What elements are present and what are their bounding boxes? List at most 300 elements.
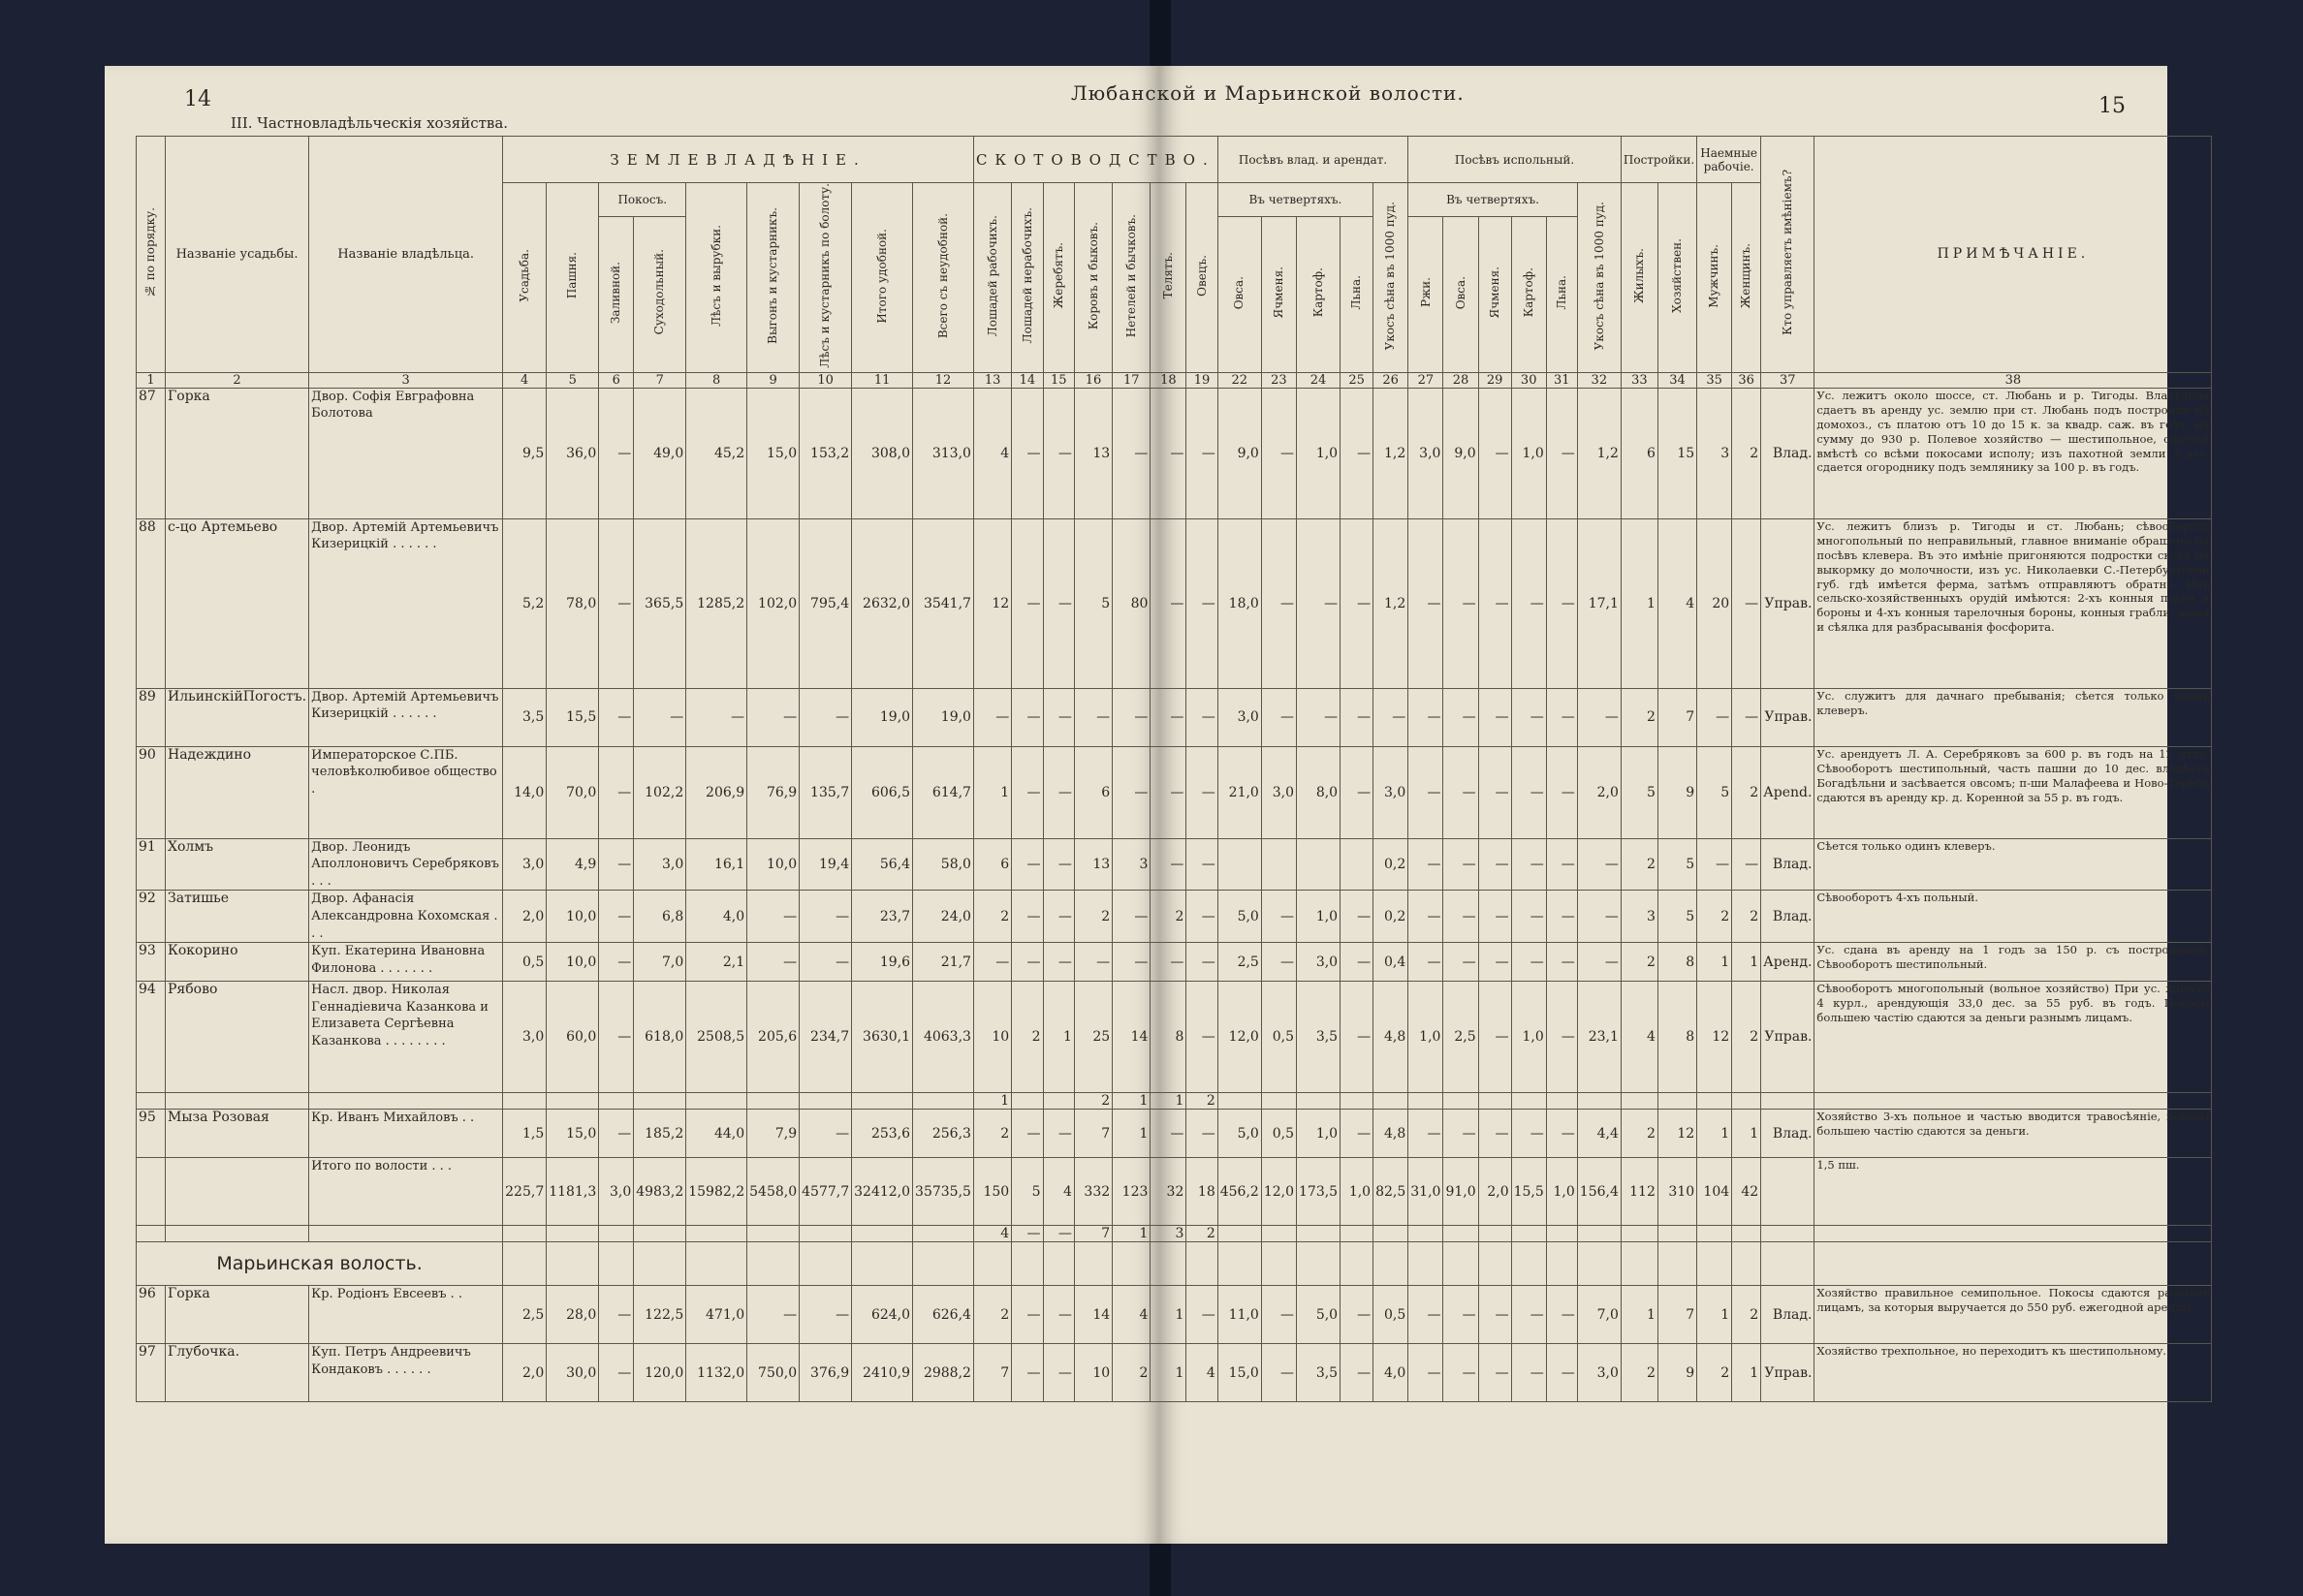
column-number: 22 — [1217, 372, 1261, 388]
cell-value: — — [1012, 388, 1043, 518]
cell-value: — — [1012, 1344, 1043, 1402]
cell-value: 56,4 — [852, 838, 913, 891]
total-sub-row — [137, 1226, 2212, 1242]
cell-value: — — [599, 518, 634, 688]
blank-cell — [1761, 1242, 1814, 1286]
cell-value: 1 — [1151, 1286, 1186, 1344]
total-value: 150 — [973, 1158, 1011, 1226]
blank-cell — [1621, 1226, 1657, 1242]
cell-value: — — [634, 688, 686, 746]
cell-value: — — [1511, 688, 1546, 746]
cell-value: — — [1043, 891, 1074, 943]
row-number: 90 — [137, 746, 166, 838]
cell-value: 4063,3 — [913, 982, 974, 1093]
total-value: 4983,2 — [634, 1158, 686, 1226]
column-number: 4 — [503, 372, 547, 388]
cell-value: — — [1261, 688, 1296, 746]
cell-value: — — [1546, 388, 1577, 518]
total-value: 2,0 — [1478, 1158, 1511, 1226]
cell-value: — — [1443, 746, 1478, 838]
cell-value: 308,0 — [852, 388, 913, 518]
cell-value: 80 — [1113, 518, 1151, 688]
cell-value: 2 — [1697, 891, 1732, 943]
col-4: Усадьба. — [503, 183, 547, 373]
owner-name: Двор. Леонидъ Аполлоновичъ Серебряковъ . . . — [309, 838, 503, 891]
cell-value: — — [1113, 746, 1151, 838]
cell-value: 1,2 — [1373, 388, 1408, 518]
cell-value: — — [1577, 688, 1621, 746]
cell-value: — — [1443, 838, 1478, 891]
blank-cell — [1697, 1242, 1732, 1286]
cell-value: 2,5 — [1217, 943, 1261, 982]
cell-value: 15 — [1657, 388, 1696, 518]
blank-cell — [599, 1226, 634, 1242]
cell-value: — — [1478, 688, 1511, 746]
cell-value: 2 — [1074, 891, 1112, 943]
cell-value: 1,0 — [1511, 388, 1546, 518]
cell-value: — — [1261, 1286, 1296, 1344]
column-number: 8 — [686, 372, 747, 388]
total-value: 225,7 — [503, 1158, 547, 1226]
note: Ус. сдана въ аренду на 1 годъ за 150 р. съ постройками. Сѣвооборотъ шестипольный. — [1814, 943, 2212, 982]
cell-value: — — [1297, 518, 1341, 688]
blank-cell — [1732, 1242, 1761, 1286]
cell-value: — — [1732, 518, 1761, 688]
cell-value: 0,5 — [1373, 1286, 1408, 1344]
total-value: 310 — [1657, 1158, 1696, 1226]
cell-value: 4,0 — [1373, 1344, 1408, 1402]
cell-value: 2 — [973, 1286, 1011, 1344]
cell-value: 14 — [1074, 1286, 1112, 1344]
column-number: 17 — [1113, 372, 1151, 388]
column-number: 33 — [1621, 372, 1657, 388]
cell-value: 2410,9 — [852, 1344, 913, 1402]
total-value: 35735,5 — [913, 1158, 974, 1226]
cell-value: 19,6 — [852, 943, 913, 982]
cell-value: 1 — [1697, 943, 1732, 982]
cell-value: — — [1511, 943, 1546, 982]
cell-value: 12 — [1697, 982, 1732, 1093]
cell-value: 4 — [1657, 518, 1696, 688]
total-value: 1181,3 — [547, 1158, 599, 1226]
note: Сѣется только одинъ клеверъ. — [1814, 838, 2212, 891]
blank-cell — [1261, 1093, 1296, 1110]
cell-value: 9 — [1657, 746, 1696, 838]
cell-value: 3,0 — [1261, 746, 1296, 838]
cell-value: — — [1186, 982, 1217, 1093]
blank-cell — [166, 1226, 309, 1242]
blank-cell — [1373, 1242, 1408, 1286]
cell-value: 12,0 — [1217, 982, 1261, 1093]
total-value: 31,0 — [1408, 1158, 1443, 1226]
cell-value: 6 — [973, 838, 1011, 891]
cell-value: — — [1408, 1286, 1443, 1344]
blank-cell — [852, 1093, 913, 1110]
cell-value: 9,0 — [1443, 388, 1478, 518]
cell-value: — — [1732, 838, 1761, 891]
cell-value: 15,0 — [547, 1110, 599, 1158]
column-number: 37 — [1761, 372, 1814, 388]
total-value: 104 — [1697, 1158, 1732, 1226]
blank-cell — [1297, 1093, 1341, 1110]
cell-value: 6 — [1621, 388, 1657, 518]
cell-value: 1 — [973, 746, 1011, 838]
blank-cell — [1012, 1242, 1043, 1286]
cell-value: — — [1732, 688, 1761, 746]
cell-value: — — [1186, 943, 1217, 982]
blank-cell — [852, 1242, 913, 1286]
col-5: Пашня. — [547, 183, 599, 373]
cell-value: — — [1443, 1344, 1478, 1402]
note: Сѣвооборотъ 4-хъ польный. — [1814, 891, 2212, 943]
owner-name: Кр. Иванъ Михайловъ . . — [309, 1110, 503, 1158]
cell-value: 1,2 — [1577, 388, 1621, 518]
cell-value: 7 — [973, 1344, 1011, 1402]
col-11: Итого удобной. — [852, 183, 913, 373]
cell-value: 376,9 — [800, 1344, 852, 1402]
col-37: Кто управляетъ имѣніемъ? — [1761, 137, 1814, 373]
cell-value: 14,0 — [503, 746, 547, 838]
blank-cell — [1373, 1226, 1408, 1242]
cell-value: 102,2 — [634, 746, 686, 838]
blank-cell — [1217, 1242, 1261, 1286]
cell-value: — — [1151, 688, 1186, 746]
blank-cell — [1546, 1226, 1577, 1242]
cell-value: — — [1511, 1344, 1546, 1402]
cell-value: 3 — [1113, 838, 1151, 891]
blank-cell — [1761, 1226, 1814, 1242]
blank-cell — [1408, 1226, 1443, 1242]
cell-value: 60,0 — [547, 982, 599, 1093]
cell-value: — — [1113, 388, 1151, 518]
cell-value: 21,7 — [913, 943, 974, 982]
blank-cell — [503, 1242, 547, 1286]
blank-cell — [137, 1226, 166, 1242]
cell-value: 10,0 — [547, 891, 599, 943]
cell-value: 185,2 — [634, 1110, 686, 1158]
col-29: Ячменя. — [1478, 216, 1511, 372]
cell-value: 2,0 — [503, 1344, 547, 1402]
col-12: Всего съ неудобной. — [913, 183, 974, 373]
column-number: 32 — [1577, 372, 1621, 388]
cell-value: — — [1261, 1344, 1296, 1402]
blank-cell — [634, 1242, 686, 1286]
cell-value: 102,0 — [747, 518, 800, 688]
cell-value: 2 — [1113, 1344, 1151, 1402]
blank-cell — [1621, 1093, 1657, 1110]
cell-value: — — [1478, 518, 1511, 688]
column-number: 16 — [1074, 372, 1112, 388]
cell-value: 1 — [1732, 943, 1761, 982]
total-extra: 1,5 пш. — [1814, 1158, 2212, 1226]
cell-value: Управ. — [1761, 518, 1814, 688]
total-value: 15,5 — [1511, 1158, 1546, 1226]
col-no: № по порядку. — [137, 137, 166, 373]
cell-value: 750,0 — [747, 1344, 800, 1402]
col-22: Овса. — [1217, 216, 1261, 372]
total-value: 123 — [1113, 1158, 1151, 1226]
row-number: 87 — [137, 388, 166, 518]
group-workers: Наемные рабочіе. — [1697, 137, 1761, 183]
total-row — [137, 1158, 2212, 1226]
cell-value: — — [599, 746, 634, 838]
cell-value: 3,0 — [503, 838, 547, 891]
blank-cell — [1577, 1226, 1621, 1242]
cell-value: — — [973, 943, 1011, 982]
cell-value: 9,0 — [1217, 388, 1261, 518]
cell-value: 7 — [1657, 688, 1696, 746]
cell-value: 10 — [973, 982, 1011, 1093]
cell-value: 44,0 — [686, 1110, 747, 1158]
column-number: 7 — [634, 372, 686, 388]
cell-value: 626,4 — [913, 1286, 974, 1344]
column-number: 5 — [547, 372, 599, 388]
blank-cell — [1577, 1093, 1621, 1110]
cell-value: 1 — [1043, 982, 1074, 1093]
column-number: 13 — [973, 372, 1011, 388]
cell-value: 7 — [1657, 1286, 1696, 1344]
note: Сѣвооборотъ многопольный (вольное хозяйство) При ус. живутъ 4 курл., арендующія 33,0 дес. за 55 руб. въ годъ. Покосы большею частію сдаются за деньги разнымъ лицамъ. — [1814, 982, 2212, 1093]
blank-cell — [1341, 1093, 1373, 1110]
cell-value: 618,0 — [634, 982, 686, 1093]
cell-value: 5,0 — [1217, 1110, 1261, 1158]
cell-value: — — [1443, 891, 1478, 943]
table-row — [137, 891, 2212, 943]
cell-value: 3,0 — [1297, 943, 1341, 982]
cell-value: — — [1511, 891, 1546, 943]
sub-value: 1 — [973, 1093, 1011, 1110]
estate-name: Мыза Розовая — [166, 1110, 309, 1158]
blank-cell — [800, 1242, 852, 1286]
cell-value: 1285,2 — [686, 518, 747, 688]
col-13: Лошадей рабочихъ. — [973, 183, 1011, 373]
cell-value: — — [1546, 746, 1577, 838]
cell-value: 30,0 — [547, 1344, 599, 1402]
blank-cell — [1657, 1093, 1696, 1110]
cell-value: 2 — [1621, 943, 1657, 982]
row-number: 94 — [137, 982, 166, 1093]
cell-value: 5,2 — [503, 518, 547, 688]
cell-value: Влад. — [1761, 891, 1814, 943]
blank-cell — [1443, 1242, 1478, 1286]
cell-value: — — [1043, 518, 1074, 688]
blank-cell — [1546, 1242, 1577, 1286]
col-36: Женщинъ. — [1732, 183, 1761, 373]
blank-cell — [913, 1242, 974, 1286]
col-24: Картоф. — [1297, 216, 1341, 372]
row-number: 92 — [137, 891, 166, 943]
cell-value: 2 — [1012, 982, 1043, 1093]
row-number: 89 — [137, 688, 166, 746]
total-value: 156,4 — [1577, 1158, 1621, 1226]
cell-value: 122,5 — [634, 1286, 686, 1344]
cell-value: 135,7 — [800, 746, 852, 838]
cell-value: — — [1478, 388, 1511, 518]
sub-value: 1 — [1151, 1093, 1186, 1110]
cell-value: 0,2 — [1373, 891, 1408, 943]
table-row — [137, 1286, 2212, 1344]
cell-value: 25 — [1074, 982, 1112, 1093]
cell-value: 1132,0 — [686, 1344, 747, 1402]
sub-value: 2 — [1074, 1093, 1112, 1110]
column-number: 26 — [1373, 372, 1408, 388]
cell-value: 5 — [1621, 746, 1657, 838]
cell-value: 2 — [973, 1110, 1011, 1158]
cell-value: 18,0 — [1217, 518, 1261, 688]
cell-value: 2 — [1621, 688, 1657, 746]
total-value: 3,0 — [599, 1158, 634, 1226]
cell-value: — — [1478, 891, 1511, 943]
sub-value — [1012, 1093, 1043, 1110]
cell-value: — — [1443, 1286, 1478, 1344]
blank-cell — [547, 1093, 599, 1110]
col-28: Овса. — [1443, 216, 1478, 372]
cell-value: — — [1151, 518, 1186, 688]
blank-cell — [634, 1226, 686, 1242]
total-value: 456,2 — [1217, 1158, 1261, 1226]
blank-cell — [547, 1242, 599, 1286]
cell-value: — — [1478, 1286, 1511, 1344]
cell-value: — — [1043, 746, 1074, 838]
row-number: 96 — [137, 1286, 166, 1344]
table-row — [137, 688, 2212, 746]
blank-cell — [913, 1226, 974, 1242]
group-buildings: Постройки. — [1621, 137, 1696, 183]
cell-value: — — [1577, 838, 1621, 891]
cell-value: — — [599, 1344, 634, 1402]
cell-value: — — [1113, 688, 1151, 746]
cell-value: 16,1 — [686, 838, 747, 891]
total-value: 91,0 — [1443, 1158, 1478, 1226]
cell-value: — — [1012, 838, 1043, 891]
cell-value: — — [1113, 943, 1151, 982]
cell-value: 4 — [1186, 1344, 1217, 1402]
column-number: 1 — [137, 372, 166, 388]
cell-value: 0,5 — [1261, 982, 1296, 1093]
col-9: Выгонъ и кустарникъ. — [747, 183, 800, 373]
cell-value: Влад. — [1761, 388, 1814, 518]
cell-value: — — [747, 1286, 800, 1344]
cell-value: 153,2 — [800, 388, 852, 518]
cell-value: — — [599, 688, 634, 746]
col-18: Телятъ. — [1151, 183, 1186, 373]
cell-value: — — [1012, 1286, 1043, 1344]
cell-value: — — [599, 982, 634, 1093]
estate-name: Рябово — [166, 982, 309, 1093]
total-value: 5 — [1012, 1158, 1043, 1226]
total-value: 112 — [1621, 1158, 1657, 1226]
cell-value: 8 — [1657, 982, 1696, 1093]
cell-value: Влад. — [1761, 838, 1814, 891]
column-number: 27 — [1408, 372, 1443, 388]
cell-value: — — [1297, 688, 1341, 746]
blank-cell — [1074, 1242, 1112, 1286]
blank-cell — [309, 1093, 503, 1110]
total-label: Итого по волости . . . — [309, 1158, 503, 1226]
estate-name: Глубочка. — [166, 1344, 309, 1402]
owner-name: Кр. Родіонъ Евсеевъ . . — [309, 1286, 503, 1344]
cell-value: — — [747, 891, 800, 943]
cell-value: Управ. — [1761, 1344, 1814, 1402]
section-row — [137, 1242, 2212, 1286]
cell-value: — — [1546, 982, 1577, 1093]
cell-value: 3,0 — [503, 982, 547, 1093]
blank-cell — [686, 1242, 747, 1286]
cell-value: — — [1043, 1344, 1074, 1402]
column-number: 36 — [1732, 372, 1761, 388]
group-land: ЗЕМЛЕВЛАДѢНІЕ. — [503, 137, 974, 183]
cell-value: 7 — [1074, 1110, 1112, 1158]
blank-cell — [1577, 1242, 1621, 1286]
cell-value: 36,0 — [547, 388, 599, 518]
cell-value: 10,0 — [747, 838, 800, 891]
cell-value: — — [1012, 746, 1043, 838]
blank-cell — [1341, 1242, 1373, 1286]
column-number: 11 — [852, 372, 913, 388]
cell-value: 1,0 — [1408, 982, 1443, 1093]
cell-value: 15,5 — [547, 688, 599, 746]
total-value: 18 — [1186, 1158, 1217, 1226]
cell-value: 5,0 — [1217, 891, 1261, 943]
page-number-left: 14 — [184, 87, 211, 111]
cell-value: 45,2 — [686, 388, 747, 518]
cell-value — [1217, 838, 1261, 891]
cell-value: 1,0 — [1297, 388, 1341, 518]
col-34: Хозяйствен. — [1657, 183, 1696, 373]
cell-value: 7,9 — [747, 1110, 800, 1158]
cell-value: 3630,1 — [852, 982, 913, 1093]
cell-value: 3,0 — [1217, 688, 1261, 746]
cell-value: Управ. — [1761, 982, 1814, 1093]
column-number: 30 — [1511, 372, 1546, 388]
cell-value: Влад. — [1761, 1286, 1814, 1344]
owner-name: Императорское С.ПБ. человѣколюбивое общество . — [309, 746, 503, 838]
blank-cell — [747, 1226, 800, 1242]
blank-cell — [800, 1226, 852, 1242]
column-number: 28 — [1443, 372, 1478, 388]
owner-name: Двор. Афанасія Александровна Кохомская . . . — [309, 891, 503, 943]
column-number: 35 — [1697, 372, 1732, 388]
column-number: 9 — [747, 372, 800, 388]
cell-value: — — [599, 943, 634, 982]
cell-value: 2 — [973, 891, 1011, 943]
col-10: Лѣсъ и кустарникъ по болоту. — [800, 183, 852, 373]
cell-value: 234,7 — [800, 982, 852, 1093]
total-sub-value: — — [1043, 1226, 1074, 1242]
cell-value: 4 — [1113, 1286, 1151, 1344]
col-27: Ржи. — [1408, 216, 1443, 372]
cell-value: 2 — [1621, 838, 1657, 891]
cell-value: 6,8 — [634, 891, 686, 943]
blank-cell — [137, 1158, 166, 1226]
total-sub-value: — — [1012, 1226, 1043, 1242]
column-number: 2 — [166, 372, 309, 388]
col-7: Суходольный. — [634, 216, 686, 372]
cell-value: 2 — [1151, 891, 1186, 943]
cell-value: 205,6 — [747, 982, 800, 1093]
cell-value: 5 — [1657, 838, 1696, 891]
column-number: 29 — [1478, 372, 1511, 388]
cell-value: — — [1186, 1286, 1217, 1344]
cell-value: 256,3 — [913, 1110, 974, 1158]
cell-value: 1 — [1697, 1286, 1732, 1344]
blank-cell — [1261, 1226, 1296, 1242]
cell-value: — — [800, 891, 852, 943]
cell-value: 2,0 — [503, 891, 547, 943]
cell-value: — — [1408, 688, 1443, 746]
cell-value: 19,0 — [852, 688, 913, 746]
cell-value: — — [1043, 943, 1074, 982]
